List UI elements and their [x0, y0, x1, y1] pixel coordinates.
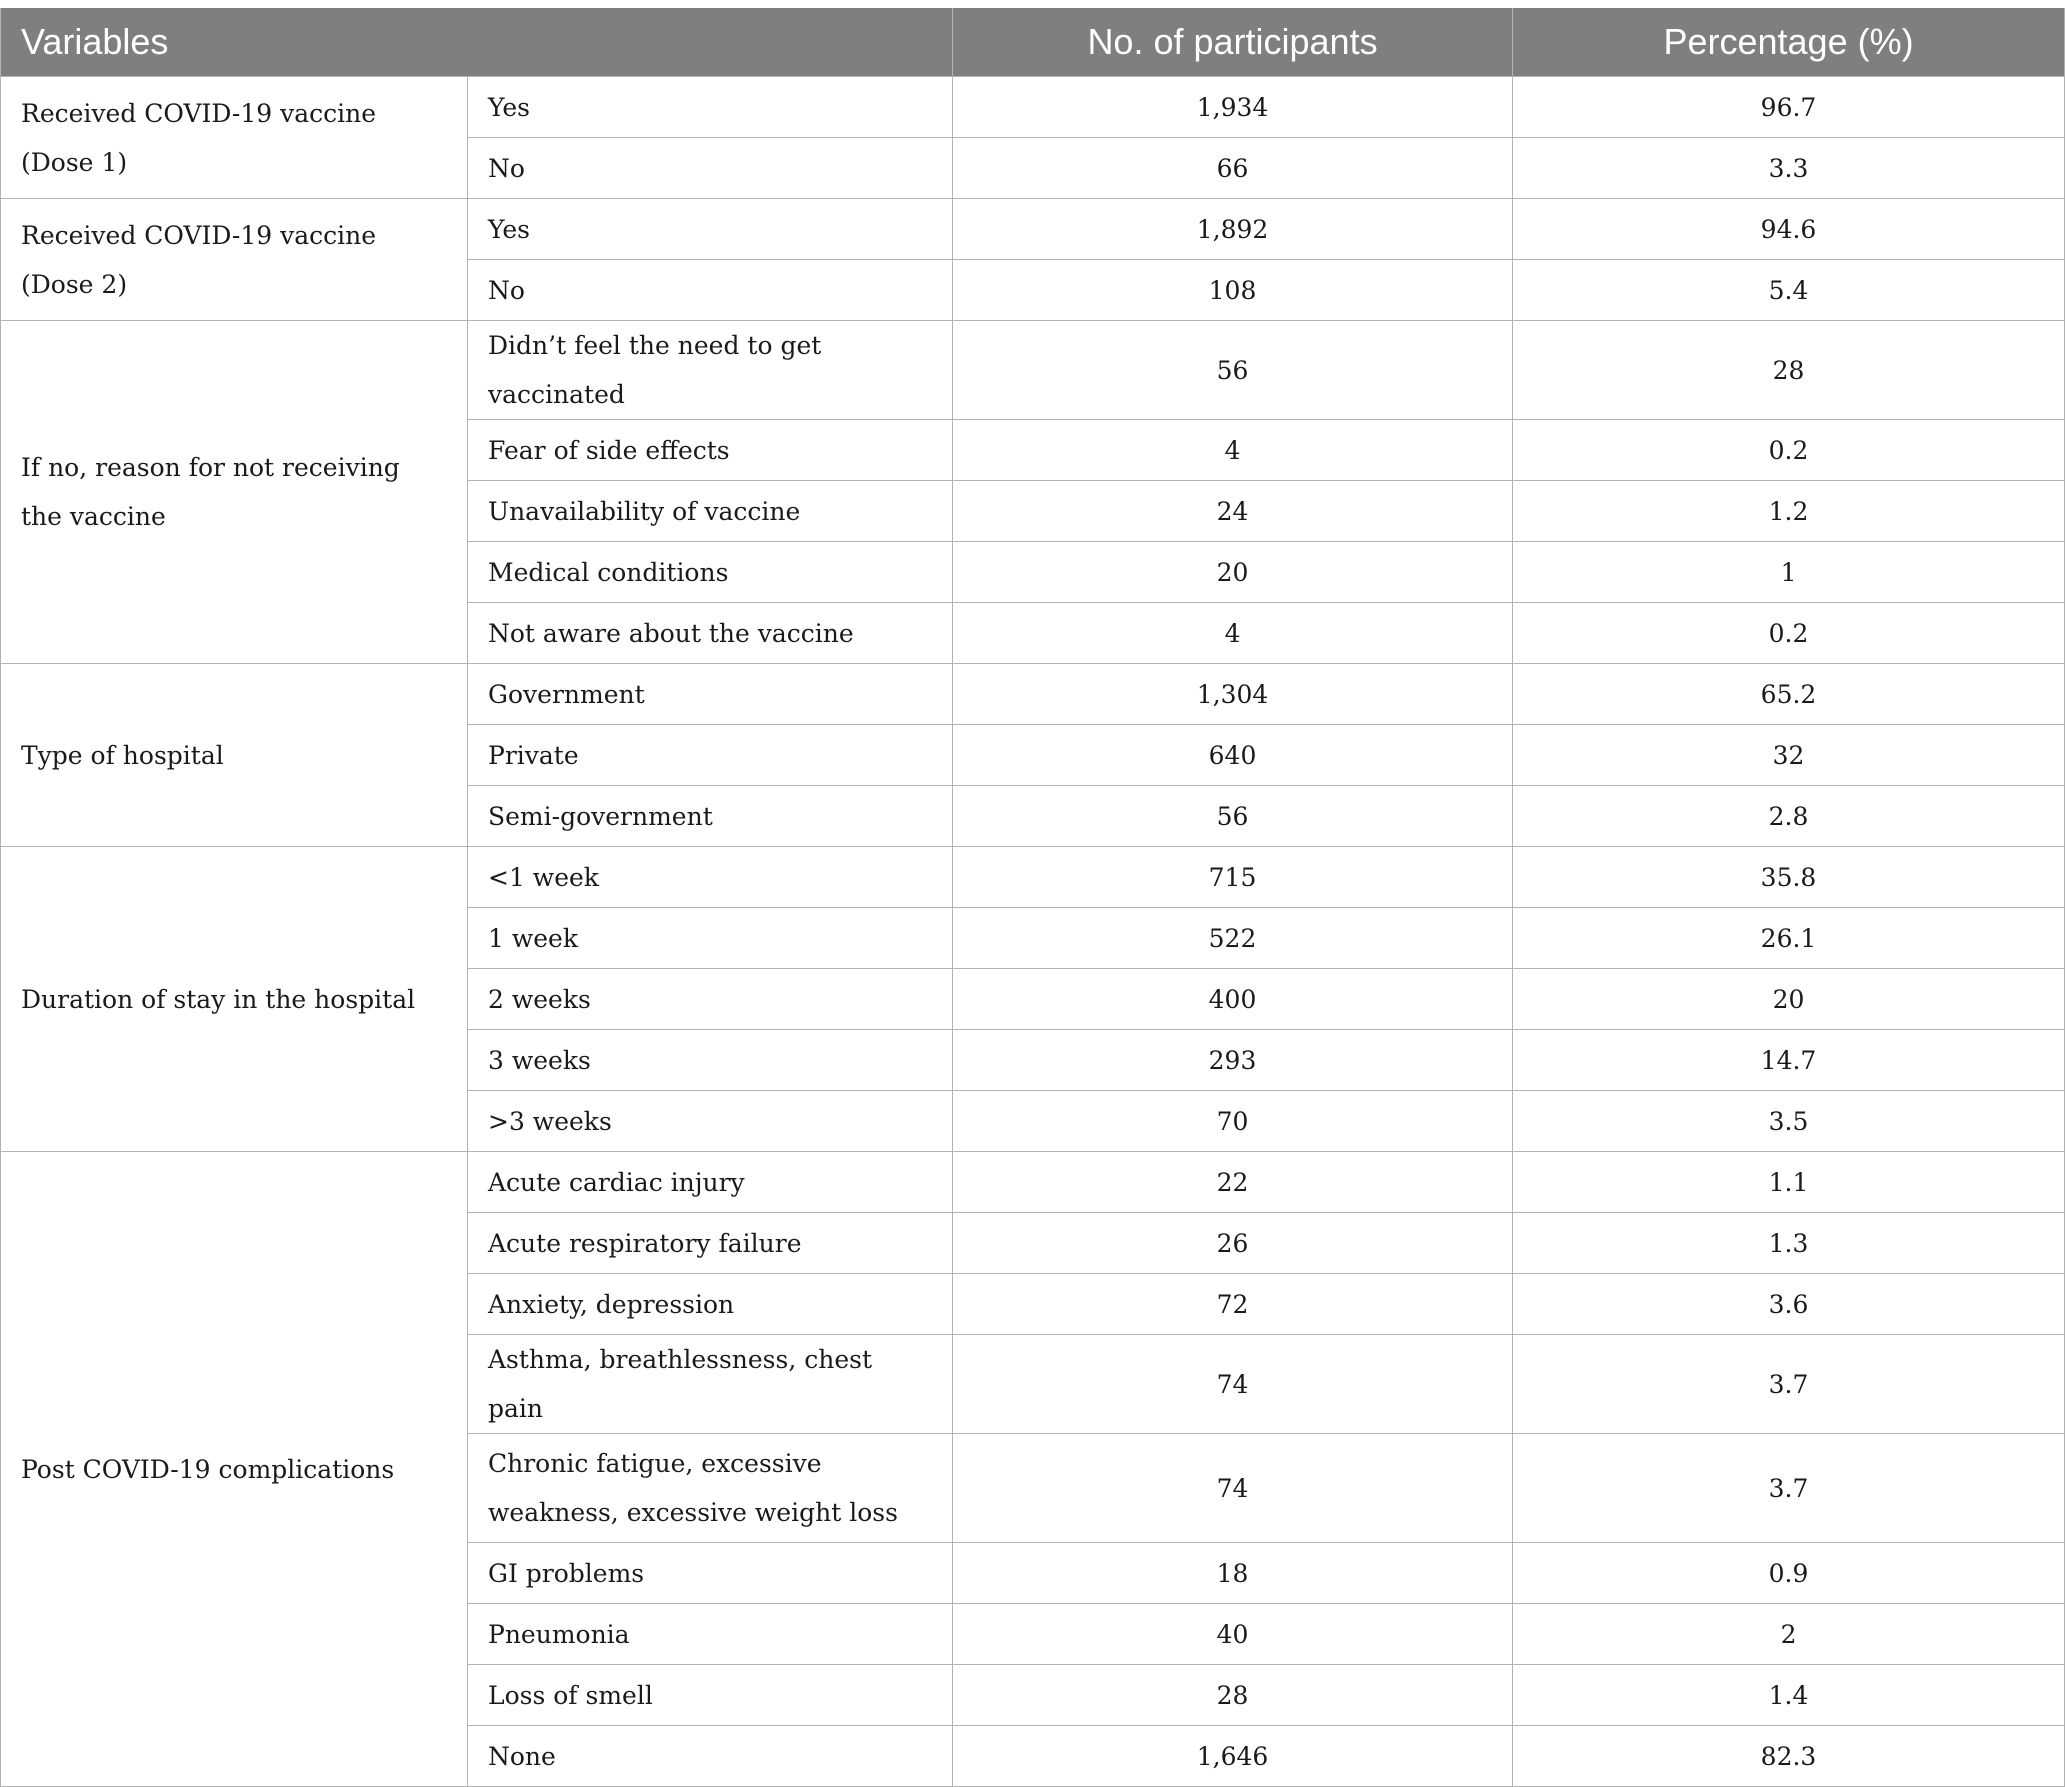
- category-cell: Not aware about the vaccine: [468, 603, 953, 664]
- header-variables: Variables: [1, 8, 953, 77]
- percentage-cell: 3.3: [1513, 138, 2065, 199]
- category-cell: Asthma, breathlessness, chest pain: [468, 1335, 953, 1434]
- category-cell: Government: [468, 664, 953, 725]
- category-cell: Didn’t feel the need to get vaccinated: [468, 321, 953, 420]
- category-cell: <1 week: [468, 847, 953, 908]
- percentage-cell: 3.5: [1513, 1091, 2065, 1152]
- table-row: [1, 77, 2065, 138]
- percentage-cell: 20: [1513, 969, 2065, 1030]
- category-cell: Acute respiratory failure: [468, 1213, 953, 1274]
- table-row: [1, 1152, 2065, 1213]
- participants-cell: 22: [953, 1152, 1513, 1213]
- percentage-cell: 32: [1513, 725, 2065, 786]
- header-row: [1, 8, 2065, 77]
- participants-cell: 74: [953, 1434, 1513, 1543]
- participants-cell: 20: [953, 542, 1513, 603]
- participants-cell: 40: [953, 1604, 1513, 1665]
- data-table: [0, 8, 2065, 1787]
- category-cell: No: [468, 138, 953, 199]
- variable-cell: Type of hospital: [1, 664, 468, 847]
- percentage-cell: 94.6: [1513, 199, 2065, 260]
- percentage-cell: 1.1: [1513, 1152, 2065, 1213]
- participants-cell: 1,892: [953, 199, 1513, 260]
- category-cell: Loss of smell: [468, 1665, 953, 1726]
- variable-cell: Received COVID-19 vaccine (Dose 2): [1, 199, 468, 321]
- percentage-cell: 14.7: [1513, 1030, 2065, 1091]
- category-cell: Pneumonia: [468, 1604, 953, 1665]
- category-cell: None: [468, 1726, 953, 1787]
- table-row: [1, 199, 2065, 260]
- variable-cell: If no, reason for not receiving the vaccine: [1, 321, 468, 664]
- percentage-cell: 1: [1513, 542, 2065, 603]
- percentage-cell: 3.7: [1513, 1335, 2065, 1434]
- participants-cell: 293: [953, 1030, 1513, 1091]
- percentage-cell: 3.6: [1513, 1274, 2065, 1335]
- table-body: [1, 77, 2065, 1787]
- participants-cell: 66: [953, 138, 1513, 199]
- category-cell: 1 week: [468, 908, 953, 969]
- percentage-cell: 0.2: [1513, 420, 2065, 481]
- variable-cell: Duration of stay in the hospital: [1, 847, 468, 1152]
- category-cell: Acute cardiac injury: [468, 1152, 953, 1213]
- percentage-cell: 1.3: [1513, 1213, 2065, 1274]
- percentage-cell: 26.1: [1513, 908, 2065, 969]
- category-cell: No: [468, 260, 953, 321]
- participants-cell: 1,304: [953, 664, 1513, 725]
- percentage-cell: 2: [1513, 1604, 2065, 1665]
- percentage-cell: 82.3: [1513, 1726, 2065, 1787]
- category-cell: Yes: [468, 199, 953, 260]
- participants-cell: 108: [953, 260, 1513, 321]
- category-cell: Chronic fatigue, excessive weakness, excessive weight loss: [468, 1434, 953, 1543]
- category-cell: Semi-government: [468, 786, 953, 847]
- participants-cell: 26: [953, 1213, 1513, 1274]
- percentage-cell: 2.8: [1513, 786, 2065, 847]
- header-participants: No. of participants: [953, 8, 1513, 77]
- percentage-cell: 1.2: [1513, 481, 2065, 542]
- participants-cell: 56: [953, 786, 1513, 847]
- participants-cell: 715: [953, 847, 1513, 908]
- variable-cell: Received COVID-19 vaccine (Dose 1): [1, 77, 468, 199]
- category-cell: 2 weeks: [468, 969, 953, 1030]
- participants-cell: 56: [953, 321, 1513, 420]
- participants-cell: 70: [953, 1091, 1513, 1152]
- percentage-cell: 35.8: [1513, 847, 2065, 908]
- category-cell: Fear of side effects: [468, 420, 953, 481]
- category-cell: 3 weeks: [468, 1030, 953, 1091]
- participants-cell: 400: [953, 969, 1513, 1030]
- category-cell: >3 weeks: [468, 1091, 953, 1152]
- percentage-cell: 28: [1513, 321, 2065, 420]
- header-percentage: Percentage (%): [1513, 8, 2065, 77]
- category-cell: Unavailability of vaccine: [468, 481, 953, 542]
- participants-cell: 4: [953, 420, 1513, 481]
- category-cell: Anxiety, depression: [468, 1274, 953, 1335]
- percentage-cell: 5.4: [1513, 260, 2065, 321]
- category-cell: GI problems: [468, 1543, 953, 1604]
- category-cell: Private: [468, 725, 953, 786]
- participants-cell: 1,646: [953, 1726, 1513, 1787]
- percentage-cell: 3.7: [1513, 1434, 2065, 1543]
- participants-cell: 4: [953, 603, 1513, 664]
- participants-cell: 28: [953, 1665, 1513, 1726]
- participants-cell: 74: [953, 1335, 1513, 1434]
- percentage-cell: 0.9: [1513, 1543, 2065, 1604]
- participants-cell: 522: [953, 908, 1513, 969]
- percentage-cell: 65.2: [1513, 664, 2065, 725]
- table-row: [1, 664, 2065, 725]
- category-cell: Medical conditions: [468, 542, 953, 603]
- variable-cell: Post COVID-19 complications: [1, 1152, 468, 1787]
- table-row: [1, 321, 2065, 420]
- percentage-cell: 96.7: [1513, 77, 2065, 138]
- table-header: [1, 8, 2065, 77]
- participants-cell: 1,934: [953, 77, 1513, 138]
- participants-cell: 72: [953, 1274, 1513, 1335]
- table-row: [1, 847, 2065, 908]
- percentage-cell: 1.4: [1513, 1665, 2065, 1726]
- participants-cell: 640: [953, 725, 1513, 786]
- participants-cell: 18: [953, 1543, 1513, 1604]
- participants-cell: 24: [953, 481, 1513, 542]
- percentage-cell: 0.2: [1513, 603, 2065, 664]
- category-cell: Yes: [468, 77, 953, 138]
